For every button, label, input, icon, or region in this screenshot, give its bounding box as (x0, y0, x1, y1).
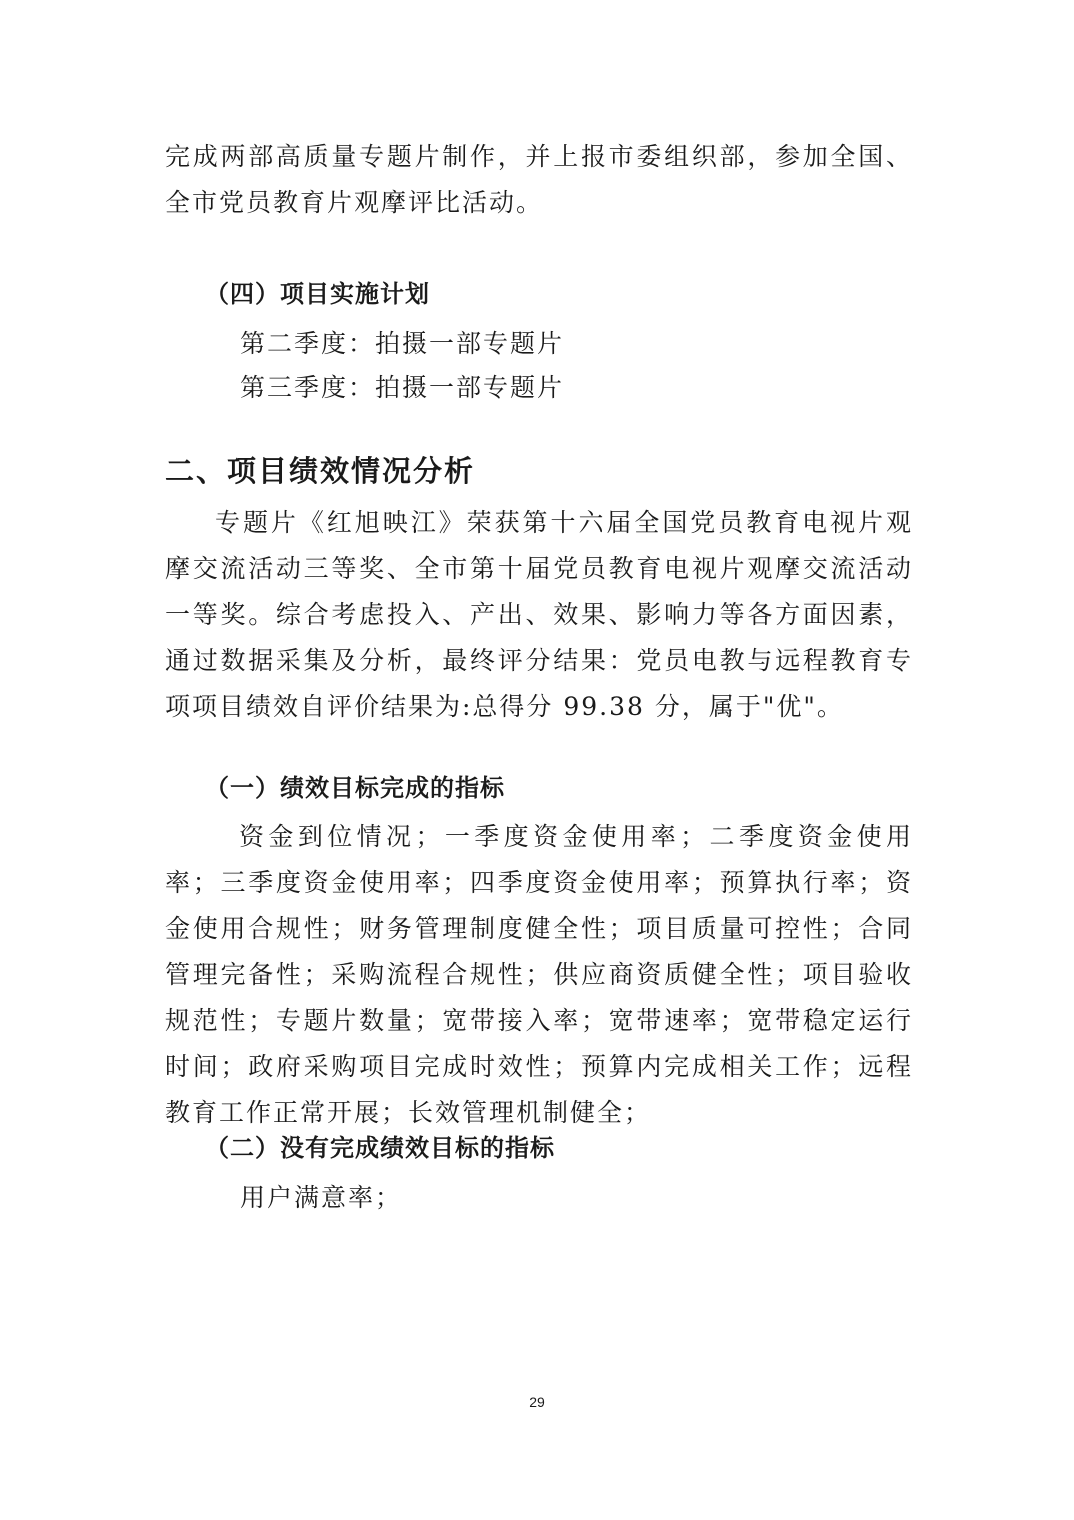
plan-item-q2: 第二季度：拍摄一部专题片 (240, 329, 565, 358)
sub-1-paragraph: 资金到位情况；一季度资金使用率；二季度资金使用率；三季度资金使用率；四季度资金使用率；预算执行率；资金使用合规性；财务管理制度健全性；项目质量可控性；合同管理完备性；采购流程合规性；供应商资质健全性；项目验收规范性；专题片数量；宽带接入率；宽带速率；宽带稳定运行时间；政府采购项目完成时效性；预算内完成相关工作；远程教育工作正常开展；长效管理机制健全； (165, 822, 913, 1127)
plan-item-q3: 第三季度：拍摄一部专题片 (240, 373, 565, 402)
section-4-heading: （四）项目实施计划 (205, 280, 430, 308)
sub-2-paragraph: 用户满意率； (240, 1183, 403, 1212)
page-number: 29 (529, 1394, 545, 1410)
chapter-2-heading: 二、项目绩效情况分析 (165, 454, 476, 488)
sub-1-heading: （一）绩效目标完成的指标 (205, 774, 505, 802)
chapter-2-paragraph: 专题片《红旭映江》荣获第十六届全国党员教育电视片观摩交流活动三等奖、全市第十届党员教育电视片观摩交流活动一等奖。综合考虑投入、产出、效果、影响力等各方面因素，通过数据采集及分析，最终评分结果：党员电教与远程教育专项项目绩效自评价结果为:总得分 99.38 分，属于"优"。 (165, 508, 913, 721)
sub-2-heading: （二）没有完成绩效目标的指标 (205, 1134, 555, 1162)
continued-paragraph: 完成两部高质量专题片制作，并上报市委组织部，参加全国、全市党员教育片观摩评比活动。 (165, 142, 913, 217)
